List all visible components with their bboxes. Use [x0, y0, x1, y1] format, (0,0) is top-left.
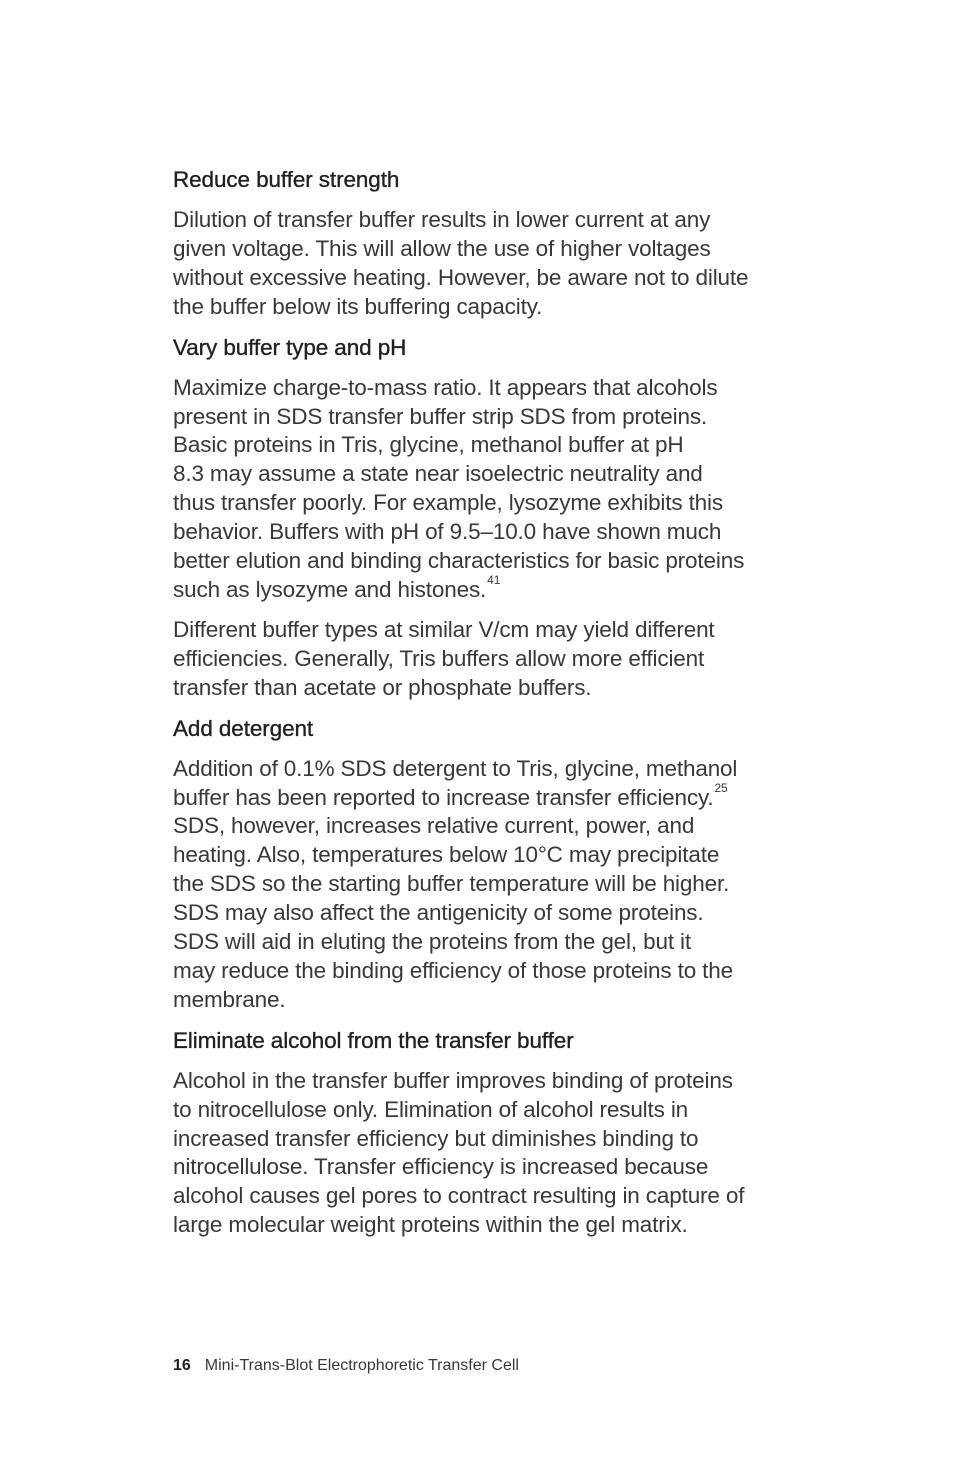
text-line: Dilution of transfer buffer results in lower current at any — [173, 207, 711, 232]
text-line-with-reference — [173, 780, 793, 813]
text-line: efficiencies. Generally, Tris buffers allow more efficient — [173, 645, 705, 671]
text-line: present in SDS transfer buffer strip SDS from proteins. — [173, 403, 708, 429]
section-heading-eliminate-alcohol: Eliminate alcohol from the transfer buffer — [173, 1027, 574, 1053]
text-line: transfer than acetate or phosphate buffers. — [173, 674, 592, 700]
text-line: Basic proteins in Tris, glycine, methanol buffer at pH — [173, 432, 684, 458]
paragraph-add-detergent — [173, 755, 793, 1015]
paragraph-buffer-types — [173, 616, 793, 703]
section-heading-add-detergent: Add detergent — [173, 715, 314, 741]
text-line: the SDS so the starting buffer temperature will be higher. — [173, 871, 730, 897]
text-line: to nitrocellulose only. Elimination of alcohol results in — [173, 1096, 689, 1122]
text-line: increased transfer efficiency but diminishes binding to — [173, 1125, 699, 1151]
text-line: Addition of 0.1% SDS detergent to Tris, glycine, methanol — [173, 755, 738, 781]
text-line: alcohol causes gel pores to contract resulting in capture of — [173, 1183, 745, 1209]
text-line: SDS, however, increases relative current, power, and — [173, 813, 695, 839]
section-heading-reduce-buffer-strength: Reduce buffer strength — [173, 167, 400, 192]
text-line-with-reference — [173, 572, 793, 605]
text-line: 8.3 may assume a state near isoelectric neutrality and — [173, 461, 703, 487]
text-line: may reduce the binding efficiency of those proteins to the — [173, 957, 733, 983]
text-line: Maximize charge-to-mass ratio. It appears that alcohols — [173, 374, 718, 400]
text-line: given voltage. This will allow the use of higher voltages — [173, 235, 711, 261]
paragraph-charge-to-mass — [173, 374, 793, 605]
page-footer — [173, 1357, 519, 1375]
text-line: membrane. — [173, 986, 286, 1012]
text-line: large molecular weight proteins within the gel matrix. — [173, 1212, 688, 1238]
text-line: SDS may also affect the antigenicity of some proteins. — [173, 900, 704, 926]
text-line: behavior. Buffers with pH of 9.5–10.0 have shown much — [173, 519, 722, 545]
text-line: Alcohol in the transfer buffer improves binding of proteins — [173, 1067, 733, 1093]
text-line: better elution and binding characteristics for basic proteins — [173, 548, 745, 574]
text-line: thus transfer poorly. For example, lysozyme exhibits this — [173, 490, 723, 516]
document-title: Mini-Trans-Blot Electrophoretic Transfer Cell — [204, 1357, 519, 1374]
text-line: nitrocellulose. Transfer efficiency is increased because — [173, 1154, 709, 1180]
text-line: Different buffer types at similar V/cm may yield different — [173, 616, 715, 642]
text-line: such as lysozyme and histones. — [173, 576, 487, 602]
text-line: buffer has been reported to increase transfer efficiency. — [173, 784, 714, 810]
text-line: without excessive heating. However, be aware not to dilute — [173, 264, 749, 290]
text-line: heating. Also, temperatures below 10°C may precipitate — [173, 842, 720, 868]
text-line: the buffer below its buffering capacity. — [173, 293, 543, 319]
paragraph-reduce-buffer-strength — [173, 206, 793, 322]
page-number: 16 — [173, 1357, 191, 1374]
reference-superscript: 41 — [487, 572, 501, 587]
paragraph-eliminate-alcohol — [173, 1067, 793, 1240]
section-heading-vary-buffer-type: Vary buffer type and pH — [173, 334, 407, 360]
reference-superscript: 25 — [714, 780, 728, 795]
page-content — [173, 165, 793, 1251]
text-line: SDS will aid in eluting the proteins from the gel, but it — [173, 929, 691, 955]
